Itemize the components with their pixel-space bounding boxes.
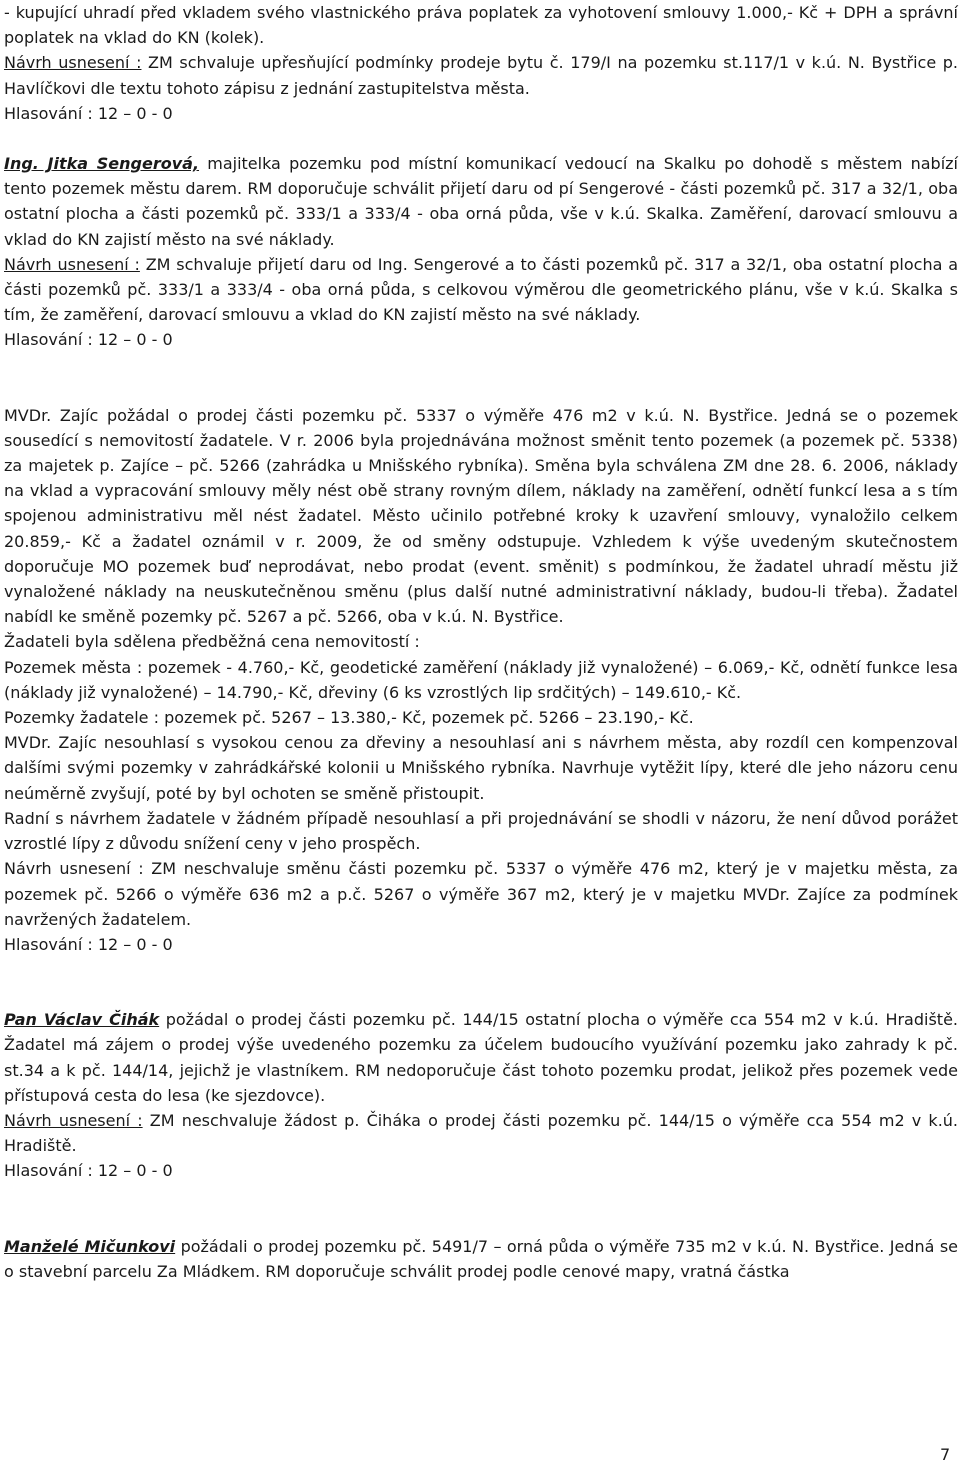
resolution-label: Návrh usnesení :	[4, 254, 140, 274]
paragraph-city-land: Pozemek města : pozemek - 4.760,- Kč, geodetické zaměření (náklady již vynaložené) – 6.069,- Kč, odnětí funkce lesa (náklady již vynaložené) – 14.790,- Kč, dřeviny (6 ks vzrostlých lip srdčitých) – 149.610,- Kč.	[4, 657, 958, 702]
vote-result-1: Hlasování : 12 – 0 - 0	[4, 103, 173, 123]
document-page	[4, 0, 958, 1284]
paragraph-council-opinion: Radní s návrhem žadatele v žádném případě nesouhlasí a při projednávání se shodli v názoru, že není důvod porážet vzrostlé lípy z důvodu snížení ceny v jeho prospěch.	[4, 808, 958, 854]
vote-result-2: Hlasování : 12 – 0 - 0	[4, 330, 173, 350]
bullet-paragraph: - kupující uhradí před vkladem svého vlastnického práva poplatek za vyhotovení smlouvy 1.000,- Kč + DPH a správní poplatek na vklad do KN (kolek).	[4, 3, 958, 48]
paragraph-applicant-land: Pozemky žadatele : pozemek pč. 5267 – 13.380,- Kč, pozemek pč. 5266 – 23.190,- Kč.	[4, 708, 694, 728]
spacer	[4, 957, 958, 1007]
paragraph-cihak	[4, 1007, 958, 1108]
spacer	[4, 1184, 958, 1234]
resolution-label: Návrh usnesení :	[4, 1110, 143, 1130]
resolution-label: Návrh usnesení :	[4, 53, 142, 73]
resolution-proposal-4	[4, 1108, 958, 1158]
paragraph-price-intro: Žadateli byla sdělena předběžná cena nemovitostí :	[4, 632, 420, 652]
resolution-text: ZM schvaluje upřesňující podmínky prodeje bytu č. 179/I na pozemku st.117/1 v k.ú. N. Bystřice p. Havlíčkovi dle textu tohoto zápisu z jednání zastupitelstva města.	[4, 53, 959, 98]
paragraph-zajic-request: MVDr. Zajíc požádal o prodej části pozemku pč. 5337 o výměře 476 m2 v k.ú. N. Bystřice. Jedná se o pozemek sousedící s nemovitostí žadatele. V r. 2006 byla projednávána možnost směnit tento pozemek (a pozemek pč. 5338) za majetek p. Zajíce – pč. 5266 (zahrádka u Mnišského rybníka). Směna byla schválena ZM dne 28. 6. 2006, náklady na vklad a vypracování smlouvy měly nést obě strany rovným dílem, náklady na zaměření, odnětí funkcí lesa a s tím spojenou administrativu měl nést žadatel. Město učinilo potřebné kroky k uzavření smlouvy, vynaložilo celkem 20.859,- Kč a žadatel oznámil v r. 2009, že od směny odstupuje. Vzhledem k výše uvedeným skutečnostem doporučuje MO pozemek buď neprodávat, nebo prodat (event. směnit) s podmínkou, že žadatel uhradí městu již vynaložené náklady na neuskutečněnou směnu (plus další nutné administrativní náklady, budou-li třeba). Žadatel nabídl ke směně pozemky pč. 5267 a pč. 5266, oba v k.ú. N. Bystřice.	[4, 405, 958, 627]
spacer	[4, 126, 958, 151]
person-name: Pan Václav Čihák	[4, 1010, 160, 1030]
spacer	[4, 353, 958, 403]
resolution-text: ZM neschvaluje žádost p. Čiháka o prodej části pozemku pč. 144/15 o výměře cca 554 m2 v k.ú. Hradiště.	[4, 1110, 958, 1156]
paragraph-text: majitelka pozemku pod místní komunikací vedoucí na Skalku po dohodě s městem nabízí tento pozemek městu darem. RM doporučuje schválit přijetí daru od pí Sengerové - části pozemků pč. 317 a 32/1, oba ostatní plocha a části pozemků pč. 333/1 a 333/4 - oba orná půda, vše v k.ú. Skalka. Zaměření, darovací smlouvu a vklad do KN zajistí město na své náklady.	[4, 154, 959, 249]
person-name: Ing. Jitka Sengerová,	[4, 154, 200, 174]
paragraph-sengerova	[4, 151, 958, 252]
page-number: 7	[940, 1445, 951, 1464]
vote-result-3: Hlasování : 12 – 0 - 0	[4, 934, 173, 954]
resolution-proposal-1	[4, 50, 958, 100]
resolution-proposal-3: Návrh usnesení : ZM neschvaluje směnu části pozemku pč. 5337 o výměře 476 m2, který je v majetku města, za pozemek pč. 5266 o výměře 636 m2 a p.č. 5267 o výměře 367 m2, který je v majetku MVDr. Zajíce za podmínek navržených žadatelem.	[4, 859, 958, 929]
resolution-text: ZM schvaluje přijetí daru od Ing. Sengerové a to části pozemků pč. 317 a 32/1, oba ostatní plocha a části pozemků pč. 333/1 a 333/4 - oba orná půda, s celkovou výměrou dle geometrického plánu, vše v k.ú. Skalka s tím, že zaměření, darovací smlouvu a vklad do KN zajistí město na své náklady.	[4, 254, 959, 325]
paragraph-text: požádal o prodej části pozemku pč. 144/15 ostatní plocha o výměře cca 554 m2 v k.ú. Hradiště. Žadatel má zájem o prodej výše uvedeného pozemku za účelem budoucího využívání pozemku jako zahrady k pč. st.34 a k pč. 144/14, jejichž je vlastníkem. RM nedoporučuje část tohoto pozemku prodat, jelikož přes pozemek vede přístupová cesta do lesa (ke sjezdovce).	[4, 1010, 959, 1105]
paragraph-micunkovi	[4, 1234, 958, 1284]
resolution-proposal-2	[4, 252, 958, 328]
paragraph-text: požádali o prodej pozemku pč. 5491/7 – orná půda o výměře 735 m2 v k.ú. N. Bystřice. Jedná se o stavební parcelu Za Mládkem. RM doporučuje schválit prodej podle cenové mapy, vratná částka	[4, 1236, 959, 1281]
paragraph-zajic-disagree: MVDr. Zajíc nesouhlasí s vysokou cenou za dřeviny a nesouhlasí ani s návrhem města, aby rozdíl cen kompenzoval dalšími svými pozemky v zahrádkářské kolonii u Mnišského rybníka. Navrhuje vytěžit lípy, které dle jeho názoru cenu neúměrně zvyšují, poté by byl ochoten se směně přistoupit.	[4, 733, 958, 803]
vote-result-4: Hlasování : 12 – 0 - 0	[4, 1161, 173, 1181]
person-name: Manželé Mičunkovi	[4, 1236, 176, 1256]
